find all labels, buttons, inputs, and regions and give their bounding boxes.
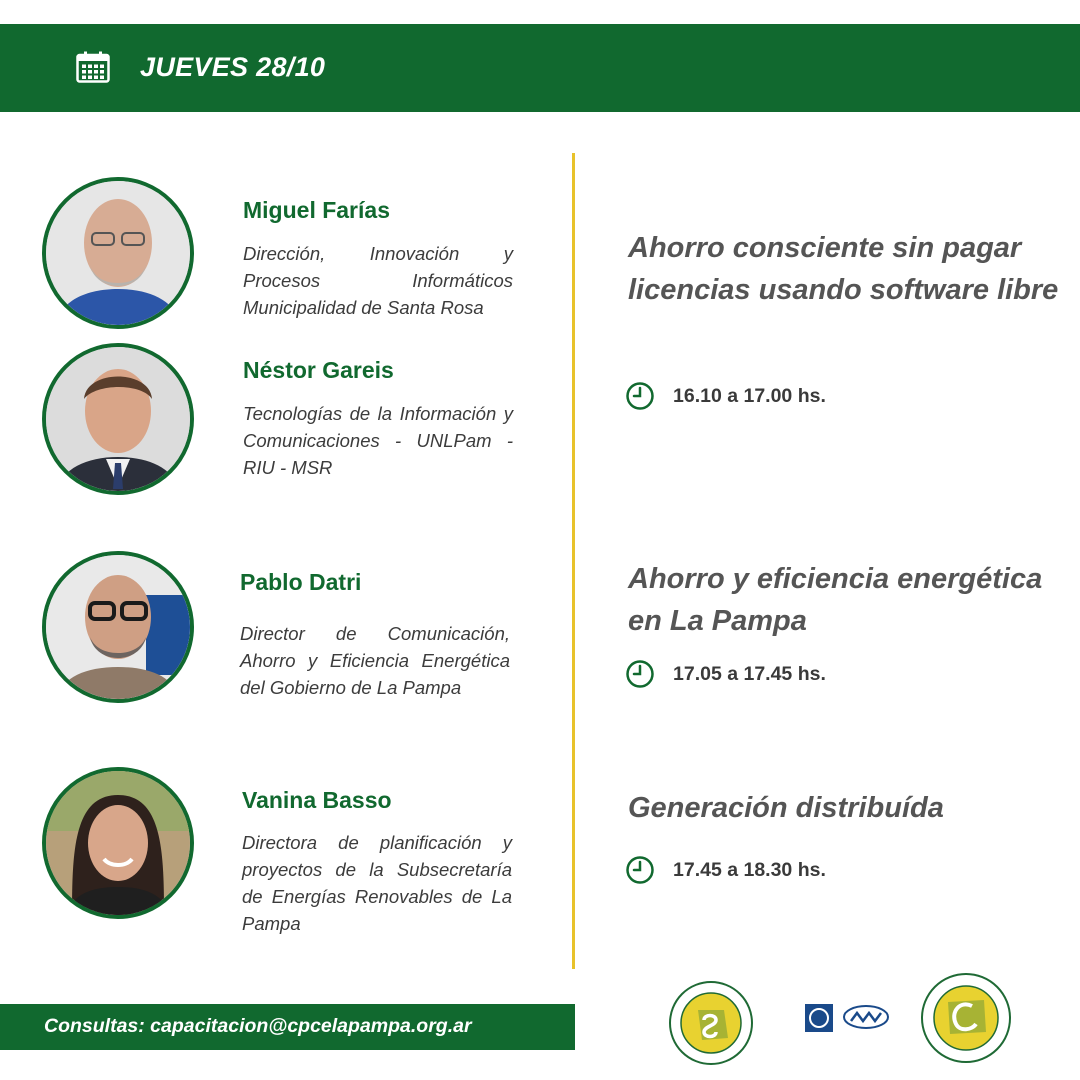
clock-icon <box>625 659 655 694</box>
clock-icon <box>625 855 655 890</box>
speaker-name: Pablo Datri <box>240 569 362 595</box>
calendar-icon <box>76 51 110 88</box>
speaker-name: Néstor Gareis <box>243 357 394 383</box>
sicap-logo <box>843 1005 889 1034</box>
speaker-photo-vanina <box>42 767 194 919</box>
speaker-name: Vanina Basso <box>242 787 392 813</box>
vertical-divider <box>572 153 575 969</box>
speaker-description: Director de Comunicación, Ahorro y Eficiencia Energética del Gobierno de La Pampa <box>240 623 510 698</box>
speaker-description: Tecnologías de la Información y Comunicaciones - UNLPam - RIU - MSR <box>243 403 513 478</box>
clock-icon <box>625 381 655 416</box>
header-bar <box>0 24 1080 112</box>
talk-title: Generación distribuída <box>628 792 944 824</box>
speaker-photo-nestor <box>42 343 194 495</box>
speaker-description: Dirección, Innovación y Procesos Informáticos Municipalidad de Santa Rosa <box>243 243 513 318</box>
talk-title: Ahorro y eficiencia energética en La Pampa <box>628 563 1043 637</box>
footer-bar <box>0 1004 575 1050</box>
talk-title: Ahorro consciente sin pagar licencias usando software libre <box>628 232 1059 306</box>
speaker-photo-pablo <box>42 551 194 703</box>
header-date: JUEVES 28/10 <box>140 52 326 82</box>
speaker-description: Directora de planificación y proyectos de la Subsecretaría de Energías Renovables de La Pampa <box>242 832 512 934</box>
talk-time-text: 17.45 a 18.30 hs. <box>673 859 826 881</box>
talk-time-text: 17.05 a 17.45 hs. <box>673 663 826 685</box>
facpce-logo <box>804 1003 834 1038</box>
talk-time-text: 16.10 a 17.00 hs. <box>673 385 826 407</box>
csp-seal-logo <box>668 980 754 1071</box>
cpce-seal-logo <box>920 972 1012 1069</box>
footer-contact: Consultas: capacitacion@cpcelapampa.org.ar <box>44 1015 472 1037</box>
speaker-name: Miguel Farías <box>243 197 390 223</box>
speaker-photo-miguel <box>42 177 194 329</box>
